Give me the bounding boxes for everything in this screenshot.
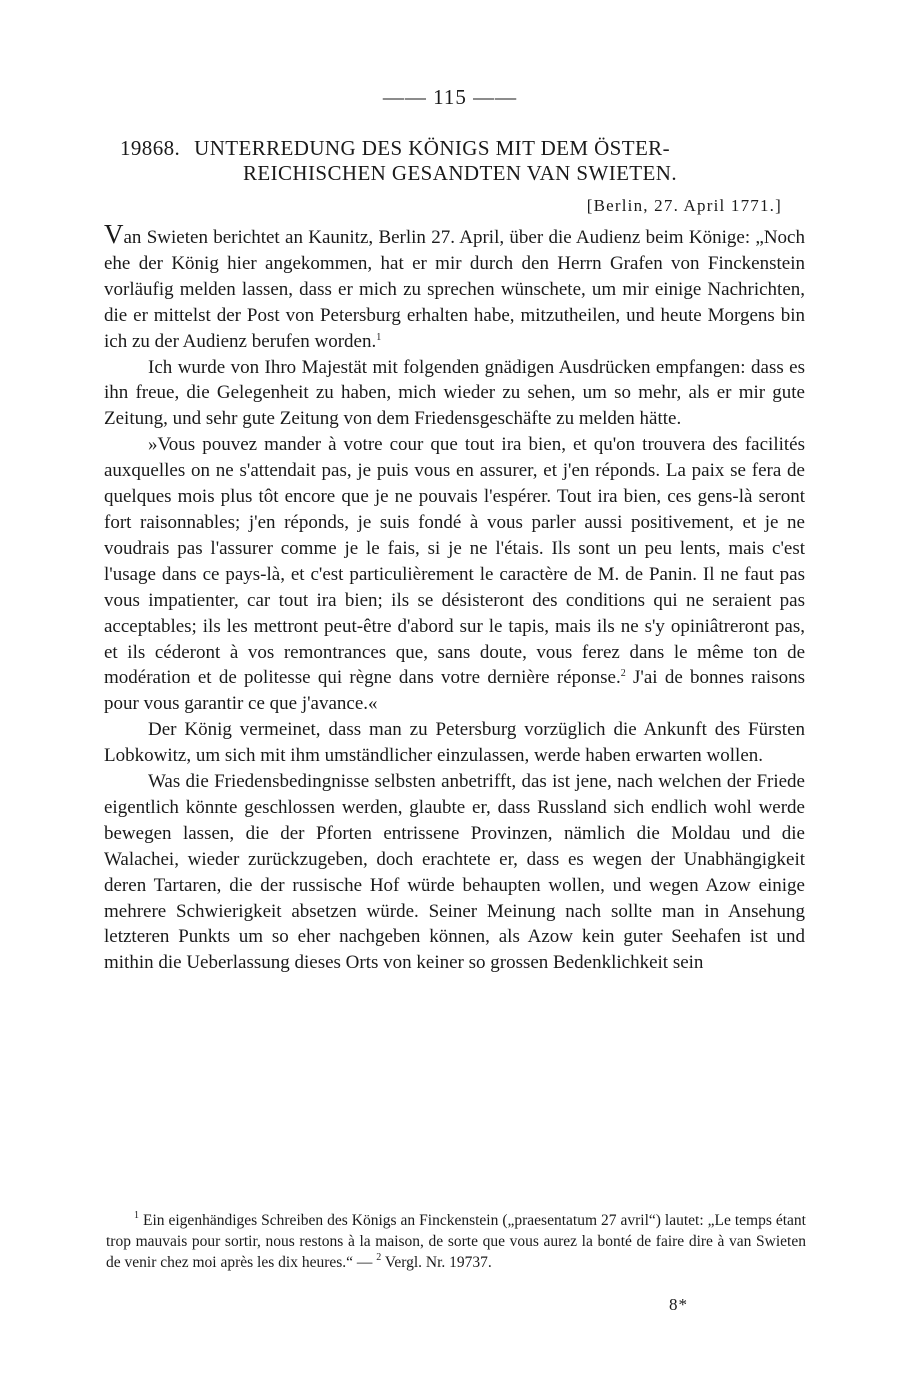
document-heading — [120, 136, 800, 186]
paragraph-4: Der König vermeinet, dass man zu Petersburg vorzüglich die Ankunft des Fürsten Lobkowitz, um sich mit ihm umständlicher einzulassen, werde haben erwarten wollen. — [104, 719, 805, 767]
footnotes — [106, 1210, 806, 1273]
drop-capital: V — [104, 219, 124, 249]
paragraph-3-tail: J'ai de bonnes raisons pour vous garantir ce que j'avance.« — [104, 667, 805, 715]
footnote-marker-2: 2 — [376, 1252, 382, 1263]
paragraph-1-text: an Swieten berichtet an Kaunitz, Berlin 27. April, über die Audienz beim Könige: „Noch ehe der König hier angekommen, hat er mir durch den Herrn Grafen von Finckenstein vorläufig melden lassen, dass er mich zu sprechen wünschete, um mir einige Nachrichten, die er mittelst der Post von Petersburg erhalten habe, mitzutheilen, und heute Morgens bin ich zu der Audienz berufen worden. — [104, 227, 805, 352]
paragraph-1 — [104, 219, 805, 355]
footnote-text-2: Vergl. Nr. 19737. — [381, 1254, 492, 1271]
paragraph-3-text: »Vous pouvez mander à votre cour que tout ira bien, et qu'on trouvera des facilités auxquelles on ne s'attendait pas, je puis vous en assurer, et j'en réponds. La paix se fera de quelques mois plus tôt encore que je ne pouvais l'espérer. Tout ira bien, ces gens-là seront fort raisonnables; j'en réponds, je suis fondé à vous parler aussi positivement, et je ne voudrais pas l'assurer comme je le fais, si je ne l'étais. Ils sont un peu lents, mais c'est l'usage dans ce pays-là, et c'est particulièrement le caractère de M. de Panin. Il ne faut pas vous impatienter, car tout ira bien; ils se désisteront des conditions qui ne seraient pas acceptables; ils les mettront peut-être d'abord sur le tapis, mais ils ne s'y opiniâtreront pas, et ils céderont à vos remontrances que, sans doute, vous ferez dans le même ton de modération et de politesse qui règne dans votre dernière réponse. — [104, 434, 805, 689]
document-number: 19868. — [120, 136, 181, 160]
paragraph-2: Ich wurde von Ihro Majestät mit folgenden gnädigen Ausdrücken empfangen: dass es ihn freue, die Gelegenheit zu haben, mich wieder zu sehen, um so mehr, als er mir gute Zeitung, und sehr gute Zeitung von dem Friedensgeschäfte zu melden hätte. — [104, 356, 805, 430]
paragraph-3 — [104, 432, 805, 717]
footnote — [106, 1210, 806, 1273]
signature-mark: 8* — [669, 1295, 688, 1314]
page-number: —— 115 —— — [382, 85, 518, 109]
footnote-ref-2: 2 — [620, 668, 626, 680]
dateline: [Berlin, 27. April 1771.] — [586, 196, 782, 215]
heading-text-1: UNTERREDUNG DES KÖNIGS MIT DEM ÖSTER- — [194, 136, 670, 160]
paragraph-5: Was die Friedensbedingnisse selbsten anbetrifft, das ist jene, nach welchen der Friede eigentlich könnte geschlossen werden, glaubte er, dass Russland sich endlich wohl werde bewegen lassen, die der Pforten entrissene Provinzen, nämlich die Moldau und die Walachei, wieder zurückzugeben, doch erachtete er, dass es wegen der Unabhängigkeit deren Tartaren, die der russische Hof würde behaupten wollen, und wegen Azow einige mehrere Schwierigkeit absetzen würde. Seiner Meinung nach sollte man in Ansehung letzteren Punkts um so eher nachgeben können, als Azow kein guter Seehafen ist und mithin die Ueberlassung dieses Orts von keiner so grossen Bedenklichkeit sein — [104, 771, 805, 974]
footnote-ref-1: 1 — [376, 331, 382, 343]
heading-line-2: REICHISCHEN GESANDTEN VAN SWIETEN. — [243, 161, 677, 185]
body-text — [104, 219, 805, 976]
heading-line-1 — [120, 136, 800, 161]
footnote-text-1: Ein eigenhändiges Schreiben des Königs an Finckenstein („praesentatum 27 avril“) lautet: „Le temps étant trop mauvais pour sortir, nous restons à la maison, de sorte que vous aurez la bonté de faire dire à van Swieten de venir chez moi après les dix heures.“ — — [106, 1212, 806, 1271]
footnote-marker-1: 1 — [134, 1210, 139, 1221]
